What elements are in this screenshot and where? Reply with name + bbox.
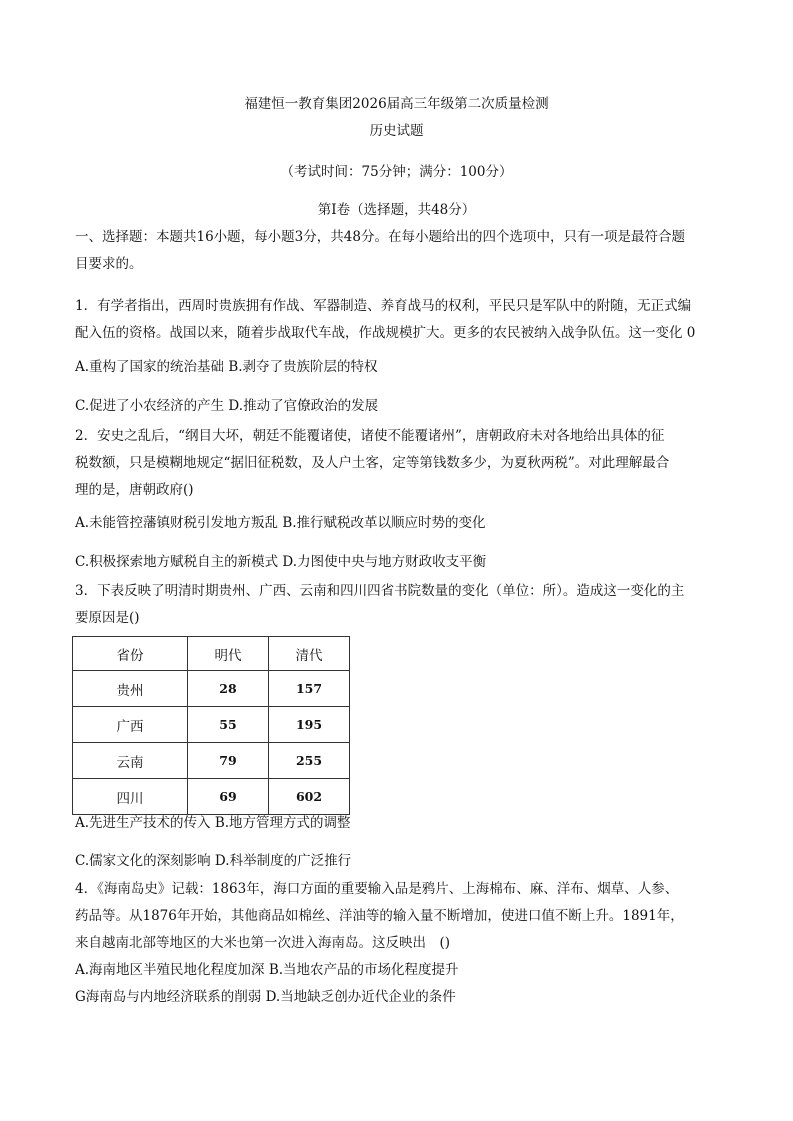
table-cell: 69	[188, 779, 269, 815]
subject-title: 历史试题	[369, 123, 424, 139]
table-cell: 55	[188, 707, 269, 743]
q1-stem-line2: 配入伍的资格。战国以来，随着步战取代车战，作战规模扩大。更多的农民被纳入战争队伍。这一变化 0	[75, 325, 696, 341]
table-header-cell: 明代	[188, 637, 269, 671]
table-cell: 157	[269, 671, 350, 707]
q4-options-cd: G海南岛与内地经济联系的削弱 D.当地缺乏创办近代企业的条件	[75, 989, 456, 1005]
table-cell: 255	[269, 743, 350, 779]
q1-stem-line1: 1．有学者指出，西周时贵族拥有作战、军器制造、养育战马的权利，平民只是军队中的附随，无正式编	[75, 298, 692, 314]
q3-options-cd: C.儒家文化的深刻影响 D.科举制度的广泛推行	[75, 853, 352, 869]
q2-stem-line3: 理的是，唐朝政府()	[75, 482, 194, 498]
table-cell: 195	[269, 707, 350, 743]
table-cell: 贵州	[73, 671, 188, 707]
table-header-row	[73, 637, 350, 671]
table-cell: 四川	[73, 779, 188, 815]
section-instruction-line2: 目要求的。	[75, 256, 143, 272]
q2-options-cd: C.积极探索地方赋税自主的新模式 D.力图使中央与地方财政收支平衡	[75, 554, 487, 570]
table-cell: 云南	[73, 743, 188, 779]
exam-title: 福建恒一教育集团2026届高三年级第二次质量检测	[244, 96, 549, 112]
section-instruction-line1: 一、选择题：本题共16小题，每小题3分，共48分。在每小题给出的四个选项中，只有一项是最符合题	[75, 229, 685, 245]
q3-stem-line2: 要原因是()	[75, 610, 140, 626]
q3-options-ab: A.先进生产技术的传入 B.地方管理方式的调整	[75, 815, 351, 831]
q4-stem-line2: 药品等。从1876年开始，其他商品如棉丝、洋油等的输入量不断增加，使进口值不断上升。1891年，	[75, 908, 684, 924]
q1-options-ab: A.重构了国家的统治基础 B.剥夺了贵族阶层的特权	[75, 359, 378, 375]
table-header-cell: 省份	[73, 637, 188, 671]
q1-options-cd: C.促进了小农经济的产生 D.推动了官僚政治的发展	[75, 398, 379, 414]
academy-count-table	[72, 636, 350, 815]
exam-info: （考试时间：75分钟；满分：100分）	[280, 164, 513, 180]
table-row	[73, 671, 350, 707]
q2-stem-line1: 2．安史之乱后，“纲目大坏，朝廷不能覆诸使，诸使不能覆诸州”，唐朝政府未对各地给出具体的征	[75, 428, 665, 444]
table-cell: 广西	[73, 707, 188, 743]
table-header-cell: 清代	[269, 637, 350, 671]
table-row	[73, 779, 350, 815]
q2-options-ab: A.未能管控藩镇财税引发地方叛乱 B.推行赋税改革以顺应时势的变化	[75, 515, 486, 531]
table-row	[73, 743, 350, 779]
q4-stem-line3: 来自越南北部等地区的大米也第一次进入海南岛。这反映出 ()	[75, 935, 451, 951]
q2-stem-line2: 税数额，只是模糊地规定“据旧征税数，及人户土客，定等第钱数多少，为夏秋两税”。对此理解最合	[75, 455, 670, 471]
table-cell: 79	[188, 743, 269, 779]
q4-stem-line1: 4．《海南岛史》记载：1863年，海口方面的重要输入品是鸦片、上海棉布、麻、洋布、烟草、人参、	[75, 881, 679, 897]
q3-stem-line1: 3．下表反映了明清时期贵州、广西、云南和四川四省书院数量的变化（单位：所）。造成这一变化的主	[75, 583, 685, 599]
table-row	[73, 707, 350, 743]
volume-heading: 第Ⅰ卷（选择题，共48分）	[317, 202, 476, 218]
table-cell: 602	[269, 779, 350, 815]
table-cell: 28	[188, 671, 269, 707]
q4-options-ab: A.海南地区半殖民地化程度加深 B.当地农产品的市场化程度提升	[75, 962, 459, 978]
